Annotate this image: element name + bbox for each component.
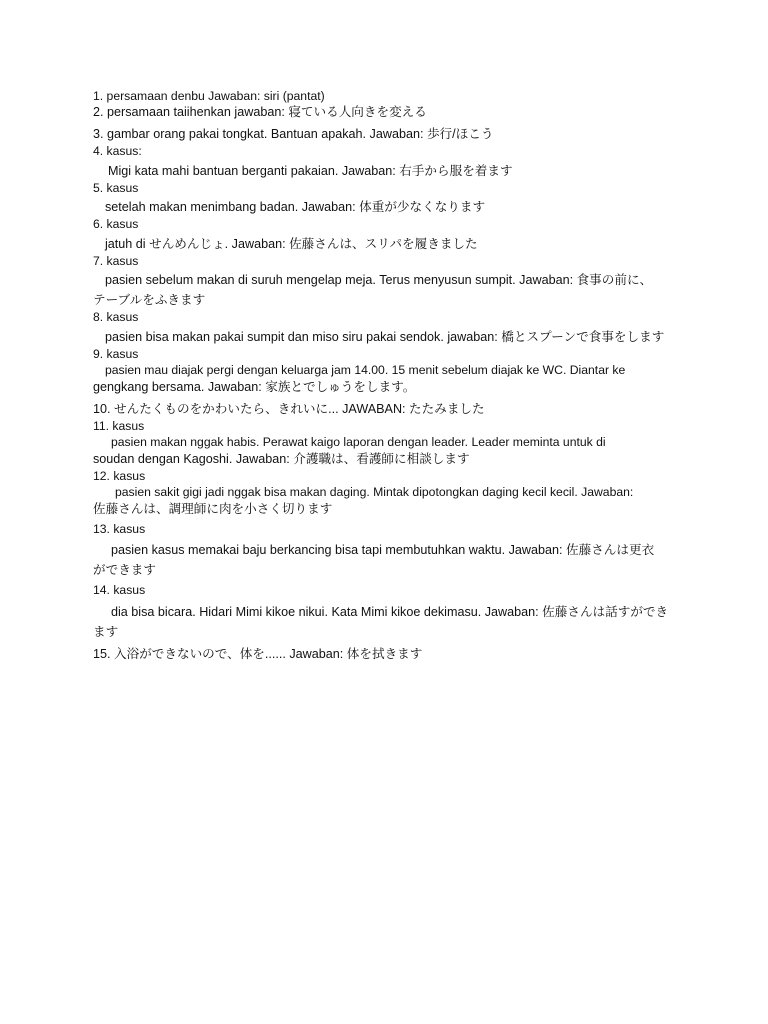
item-11-detail-line-2: soudan dengan Kagoshi. Jawaban: 介護職は、看護師に相談します bbox=[93, 451, 470, 466]
item-9-heading: 9. kasus bbox=[93, 346, 139, 361]
item-1: 1. persamaan denbu Jawaban: siri (pantat) bbox=[93, 89, 325, 103]
item-5-detail: setelah makan menimbang badan. Jawaban: 体重が少なくなります bbox=[105, 200, 486, 215]
item-6-heading: 6. kasus bbox=[93, 217, 139, 232]
item-11-heading: 11. kasus bbox=[93, 418, 145, 433]
item-10: 10. せんたくものをかわいたら、きれいに... JAWABAN: たたみました bbox=[93, 401, 485, 416]
item-3: 3. gambar orang pakai tongkat. Bantuan apakah. Jawaban: 歩行/ほこう bbox=[93, 127, 494, 142]
item-8-detail: pasien bisa makan pakai sumpit dan miso siru pakai sendok. jawaban: 橋とスプーンで食事をします bbox=[105, 329, 665, 344]
item-12-heading: 12. kasus bbox=[93, 468, 146, 483]
item-9-detail-line-2: gengkang bersama. Jawaban: 家族とでしゅうをします。 bbox=[93, 379, 416, 394]
item-8-heading: 8. kasus bbox=[93, 310, 139, 325]
item-15: 15. 入浴ができないので、体を...... Jawaban: 体を拭きます bbox=[93, 646, 423, 661]
item-9-detail-line-1: pasien mau diajak pergi dengan keluarga jam 14.00. 15 menit sebelum diajak ke WC. Diantar ke bbox=[105, 363, 626, 378]
item-13-heading: 13. kasus bbox=[93, 521, 146, 536]
item-12-detail-line-2: 佐藤さんは、調理師に肉を小さく切ります bbox=[93, 501, 333, 516]
item-5-heading: 5. kasus bbox=[93, 180, 139, 195]
item-12-detail-line-1: pasien sakit gigi jadi nggak bisa makan daging. Mintak dipotongkan daging kecil kecil. Jawaban: bbox=[115, 485, 634, 500]
item-11-detail-line-1: pasien makan nggak habis. Perawat kaigo laporan dengan leader. Leader meminta untuk di bbox=[111, 435, 606, 450]
item-14-detail-line-2: ます bbox=[93, 624, 119, 639]
item-7-detail-line-1: pasien sebelum makan di suruh mengelap meja. Terus menyusun sumpit. Jawaban: 食事の前に、 bbox=[105, 273, 653, 288]
item-7-heading: 7. kasus bbox=[93, 253, 139, 268]
item-7-detail-line-2: テーブルをふきます bbox=[93, 293, 206, 308]
item-4-detail: Migi kata mahi bantuan berganti pakaian. Jawaban: 右手から服を着ます bbox=[108, 163, 513, 178]
item-4-heading: 4. kasus: bbox=[93, 144, 142, 159]
item-14-heading: 14. kasus bbox=[93, 583, 146, 598]
document-body bbox=[93, 88, 673, 663]
item-13-detail-line-1: pasien kasus memakai baju berkancing bisa tapi membutuhkan waktu. Jawaban: 佐藤さんは更衣 bbox=[111, 543, 655, 558]
item-14-detail-line-1: dia bisa bicara. Hidari Mimi kikoe nikui. Kata Mimi kikoe dekimasu. Jawaban: 佐藤さんは話すができ bbox=[111, 604, 669, 619]
item-13-detail-line-2: ができます bbox=[93, 563, 156, 578]
item-2: 2. persamaan taiihenkan jawaban: 寝ている人向きを変える bbox=[93, 105, 427, 120]
item-6-detail: jatuh di せんめんじょ. Jawaban: 佐藤さんは、スリパを履きました bbox=[105, 236, 478, 251]
